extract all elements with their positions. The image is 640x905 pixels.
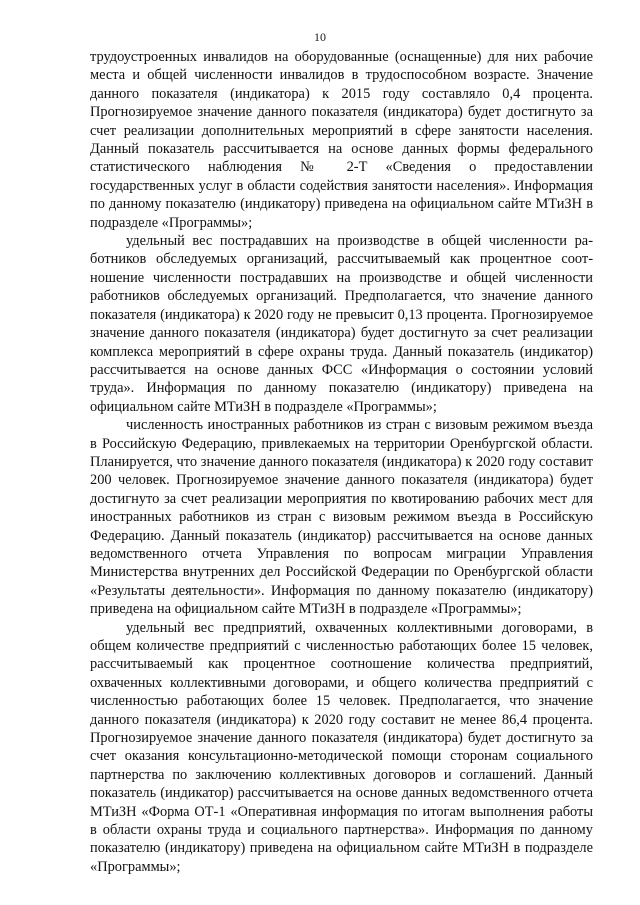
body-text xyxy=(90,48,593,876)
paragraph-injured-workers: удельный вес пострадавших на производстве в общей численности работников обследуемых организаций, рассчитываемый как процентное соотношение численности пострадавших на производстве и общей численности работников обследуемых организаций. Предполагается, что значение данного показателя (индикатора) к 2020 году не превысит 0,13 процента. Прогнозируемое значение данного показателя (индикатора) будет достигнуто за счет реализации комплекса мероприятий в сфере охраны труда. Данный показатель (индикатор) рассчитывается на основе данных ФСС «Информация о состоянии условий труда». Информация по данному показателю (индикатору) приведена на официальном сайте МТиЗН в подразделе «Программы»; xyxy=(90,233,593,415)
paragraph-foreign-workers: численность иностранных работников из стран с визовым режимом въезда в Российскую Федерацию, привлекаемых на территории Оренбургской области. Планируется, что значение данного показателя (индикатора) к 2020 году составит 200 человек. Прогнозируемое значение данного показателя (индикатора) будет достигнуто за счет реализации мероприятия по квотированию рабочих мест для иностранных работников из стран с визовым режимом въезда в Российскую Федерацию. Данный показатель (индикатор) рассчитывается на основе данных ведомственного отчета Управления по вопросам миграции Управления Министерства внутренних дел Российской Федерации по Оренбургской области «Результаты деятельности». Информация по данному показателю (индикатору) приведена на официальном сайте МТиЗН в подразделе «Программы»; xyxy=(90,417,593,618)
page-number: 10 xyxy=(314,30,326,44)
paragraph-employed-disabled: трудоустроенных инвалидов на оборудованные (оснащенные) для них рабочие места и общей численности инвалидов в трудоспособном возрасте. Значение данного показателя (индикатора) к 2015 году составляло 0,4 процента. Прогнозируемое значение данного показателя (индикатора) будет достигнуто за счет реализации дополнительных мероприятий в сфере занятости населения. Данный показатель рассчитывается на основе данных формы федерального статистического наблюдения № 2-Т «Сведения о предоставлении государственных услуг в области содействия занятости населения». Информация по данному показателю (индикатору) приведена на официальном сайте МТиЗН в подразделе «Программы»; xyxy=(90,49,593,231)
paragraph-collective-agreements: удельный вес предприятий, охваченных коллективными договорами, в общем количестве предприятий с численностью работающих более 15 человек, рассчитываемый как процентное соотношение количества предприятий, охваченных коллективными договорами, и общего количества предприятий с численностью работающих более 15 человек. Предполагается, что значение данного показателя (индикатора) к 2020 году составит не менее 86,4 процента. Прогнозируемое значение данного показателя (индикатора) будет достигнуто за счет оказания консультационно-методической помощи сторонам социального партнерства по заключению коллективных договоров и соглашений. Данный показатель (индикатор) рассчитывается на основе данных ведомственного отчета МТиЗН «Форма ОТ-1 «Оперативная информация по итогам выполнения работы в области охраны труда и социального партнерства». Информация по данному показателю (индикатору) приведена на официальном сайте МТиЗН в подразделе «Программы»; xyxy=(90,619,593,875)
